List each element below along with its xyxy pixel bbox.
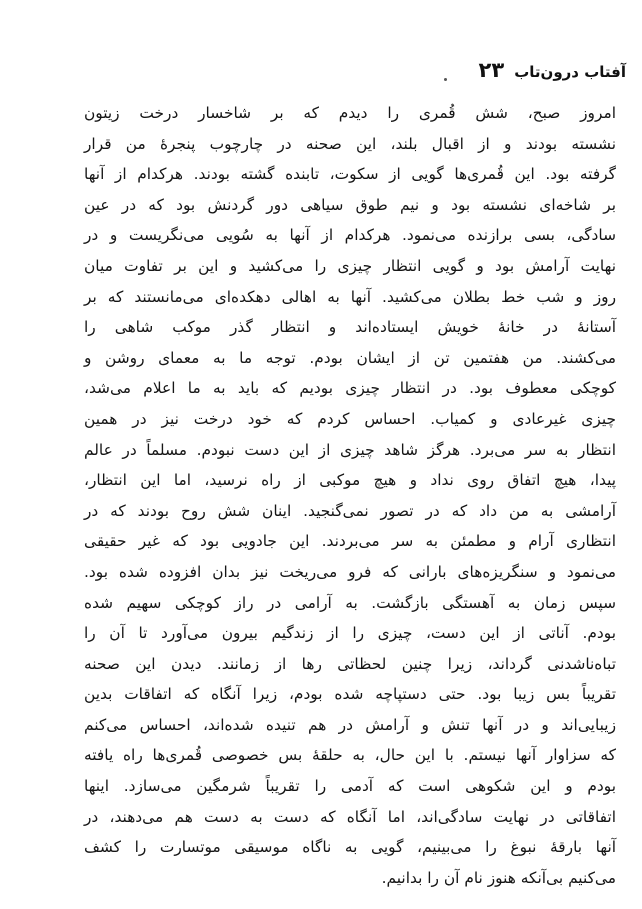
text-line: سپس زمان به آهستگی بازگشت. به آرامی در راز کوچکی سهیم شده xyxy=(84,593,616,612)
running-header xyxy=(96,58,626,88)
text-line: روز و شب خط بطلان می‌کشید. آنها به اهالی دهکده‌ای می‌مانستند که بر xyxy=(84,287,616,306)
text-line: می‌کنیم بی‌آنکه هنوز نام آن را بدانیم. xyxy=(381,868,616,887)
text-line: انتظار به سر می‌برد. هرگز شاهد چیزی از این دست نبودم. مسلماً در عالم xyxy=(84,440,616,459)
book-title: آفتاب درون‌تاب xyxy=(514,63,626,81)
text-line: چیزی غیرعادی و کمیاب. احساس کردم که خود درخت نیز در همین xyxy=(84,409,616,428)
text-line: تقریباً بس زیبا بود. حتی دستپاچه شده بودم، زیرا آنگاه که اتفاقات بدین xyxy=(84,685,616,704)
text-line: می‌کشند. من هفتمین تن از ایشان بودم. توجه ما به معمای روشن و xyxy=(84,348,616,367)
body-paragraph xyxy=(84,98,616,893)
text-line: بودم. آناتی از این دست، چیزی را از زندگیم بیرون می‌آورد تا آن را xyxy=(84,624,616,643)
text-line: سادگی، بسی برازنده می‌نمود. هرکدام از آنها به سُویی می‌نگریست و در xyxy=(84,226,616,245)
text-line: آرامشی به من داد که در تصور نمی‌گنجید. اینان شش روح بودند که در xyxy=(84,501,616,520)
text-line: تباه‌ناشدنی گرداند، زیرا چنین لحظاتی رها از زمانند. دیدن این صحنه xyxy=(84,654,616,673)
text-line: آنها بارقهٔ نبوغ را می‌بینیم، گویی به ناگاه موسیقی موتسارت را کشف xyxy=(84,838,616,857)
text-line: نشسته بودند و از اقبال بلند، این صحنه در چارچوب پنجرهٔ من قرار xyxy=(84,134,616,153)
text-line: کوچکی معطوف بود. در انتظار چیزی بودیم که باید به ما اعلام می‌شد، xyxy=(84,379,616,398)
text-line: انتظاری آرام و مطمئن به سر می‌بردند. این جادویی بود که غیر حقیقی xyxy=(84,532,616,551)
print-speck xyxy=(444,78,447,81)
text-line: زیبایی‌اند و در آنها تنش و آرامش در هم تنیده شده‌اند، احساس می‌کنم xyxy=(84,715,616,734)
page-number: ۲۳ xyxy=(478,58,505,82)
text-line: امروز صبح، شش قُمری را دیدم که بر شاخسار درخت زیتون xyxy=(84,104,616,122)
text-line: نهایت آرامش بود و گویی انتظار چیزی را می‌کشید و این بر تفاوت میان xyxy=(84,256,616,275)
text-line: بر شاخه‌ای نشسته بود و نیم طوق سیاهی دور گردنش بود که در عین xyxy=(84,195,616,214)
text-line: اتفاقاتی در نهایت سادگی‌اند، اما آنگاه که دست به دست هم می‌دهند، در xyxy=(84,807,616,826)
text-line: بودم و این شکوهی است که آدمی را تقریباً شرمگین می‌سازد. اینها xyxy=(84,777,616,796)
text-line: پیدا، هیچ اتفاق روی نداد و هیچ موکبی از راه نرسید، اما این انتظار، xyxy=(84,471,616,490)
text-line: که سزاوار آنها نیستم. با این حال، به حلقهٔ بس خصوصی قُمری‌ها راه یافته xyxy=(84,746,616,765)
text-line: می‌نمود و سنگریزه‌های بارانی که فرو می‌ریخت نیز بدان افزوده شده بود. xyxy=(84,562,616,581)
text-line: گرفته بود. این قُمری‌ها گویی از سکوت، تابنده گشته بودند. هرکدام از آنها xyxy=(84,165,616,184)
text-line: آستانهٔ در خانهٔ خویش ایستاده‌اند و انتظار گذر موکب شاهی را xyxy=(84,318,616,337)
